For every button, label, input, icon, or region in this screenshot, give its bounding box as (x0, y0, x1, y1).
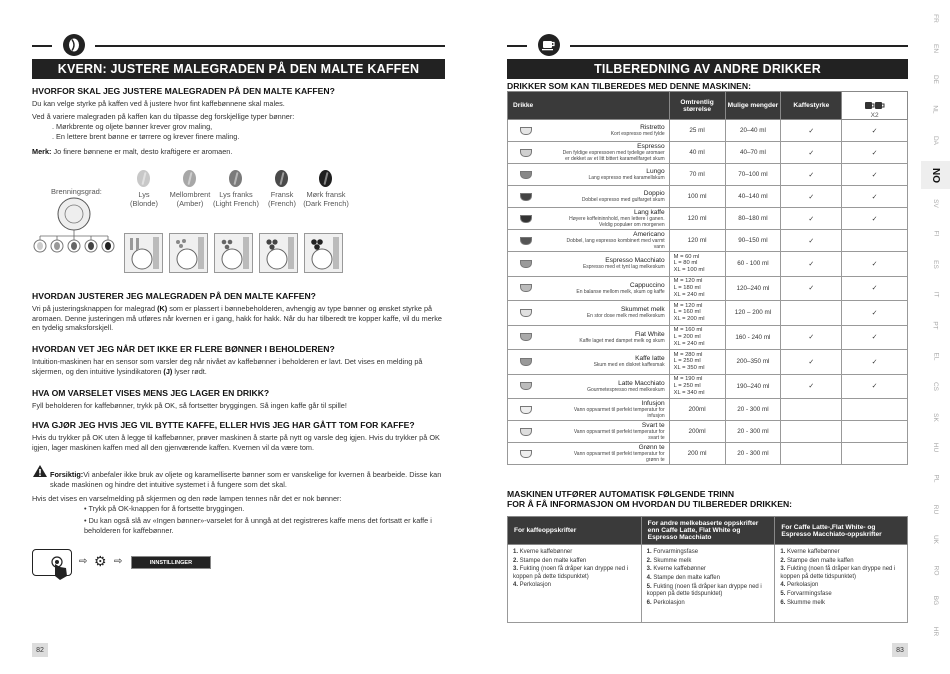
list-item: 1. Kverne kaffebønner (513, 549, 573, 555)
drink-x2: ✓ (842, 186, 908, 208)
drink-strength: ✓ (781, 142, 842, 164)
cup-icon (520, 284, 532, 292)
roast-label-french: Fransk (French) (268, 190, 296, 208)
drink-cell (508, 374, 670, 399)
drink-strength: ✓ (781, 374, 842, 399)
drink-strength: ✓ (781, 208, 842, 230)
drink-strength (781, 443, 842, 465)
steps-col-milk: For andre melkebaserte oppskrifter enn Caffe Latte, Flat White og Espresso Macchiato (641, 517, 775, 545)
drink-range: 40–140 ml (725, 186, 781, 208)
language-tab-pt[interactable]: PT (932, 321, 939, 330)
arrow-right-icon-2: ⇨ (114, 556, 123, 567)
drink-description: Kort espresso med fylde (610, 131, 665, 137)
drink-description: Vann oppvarmet til perfekt temperatur for infusjon (573, 407, 665, 419)
drink-strength: ✓ (781, 164, 842, 186)
question-how-adjust: HVORDAN JUSTERER JEG MALEGRADEN PÅ DEN MALTE KAFFEN? (32, 291, 316, 301)
cup-icon (520, 193, 532, 201)
table-row (508, 120, 908, 142)
steps-list-coffee (508, 545, 642, 623)
drink-name: Lungo (646, 168, 665, 175)
drink-name: Espresso (637, 143, 665, 150)
drink-range: 90–150 ml (725, 230, 781, 252)
drink-x2: ✓ (842, 164, 908, 186)
coffee-cup-icon (538, 34, 560, 56)
note-text: Jo finere bønnene er malt, desto kraftigere er aromaen. (51, 147, 233, 156)
language-tab-cs[interactable]: CS (932, 382, 939, 392)
drink-size: 120 ml (669, 230, 725, 252)
drink-range: 160 - 240 ml (725, 325, 781, 350)
language-tab-sk[interactable]: SK (931, 412, 939, 422)
drink-x2: ✓ (842, 276, 908, 301)
question-alert-during-brew: HVA OM VARSELET VISES MENS JEG LAGER EN DRIKK? (32, 388, 270, 398)
page-number-right: 83 (892, 643, 908, 657)
roast-title: Brenningsgrad: (51, 187, 102, 196)
header-rule-right (95, 45, 445, 47)
drink-strength: ✓ (781, 252, 842, 277)
table-row (508, 443, 908, 465)
language-tab-hu[interactable]: HU (931, 443, 939, 453)
drink-size: 25 ml (669, 120, 725, 142)
drink-cell (508, 325, 670, 350)
drink-name: Latte Macchiato (618, 379, 665, 387)
arrow-right-icon: ⇨ (79, 556, 88, 567)
drink-size: M = 160 ml L = 200 ml XL = 240 ml (669, 325, 725, 350)
list-item: 2. Stampe den malte kaffen (513, 557, 587, 564)
cup-icon (520, 309, 532, 317)
list-item: 3. Fukting (noen få dråper kan dryppe ned i koppen på dette tidspunktet) (780, 566, 896, 580)
drink-description: Vann oppvarmet til perfekt temperatur for svart te (573, 429, 665, 441)
steps-table (507, 516, 908, 623)
language-tab-hr[interactable]: HR (931, 626, 939, 637)
drink-description: Den fyldige espressoen med tydelige aromaer er dekket av et litt bittert karamellfarget skum (562, 150, 665, 162)
bean-icon-amber (183, 170, 196, 187)
table-row (508, 421, 908, 443)
question-change-coffee: HVA GJØR JEG HVIS JEG VIL BYTTE KAFFE, ELLER HVIS JEG HAR GÅTT TOM FOR KAFFE? (32, 420, 415, 430)
drink-strength (781, 301, 842, 326)
language-tab-fr[interactable]: FR (931, 13, 939, 23)
note (32, 147, 445, 157)
drink-range: 70–100 ml (725, 164, 781, 186)
drink-name: Doppio (643, 190, 665, 197)
drink-cell (508, 230, 670, 252)
drink-x2 (842, 443, 908, 465)
drink-strength (781, 421, 842, 443)
drink-description: Skum med en diskret kaffesmak (593, 362, 665, 369)
drink-description: En stor dose melk med melkeskum (586, 313, 665, 320)
question-why-adjust: HVORFOR SKAL JEG JUSTERE MALEGRADEN PÅ DEN MALTE KAFFEN? (32, 86, 335, 96)
drink-name: Lang kaffe (633, 209, 665, 216)
paragraph-alert-during-brew: Fyll beholderen for kaffebønner, trykk på OK, så fortsetter bryggingen. Så ingen kaffe går til spille! (32, 401, 347, 410)
touchscreen-icon (32, 549, 72, 576)
drink-description: Espresso med et tynt lag melkeskum (582, 264, 665, 271)
language-tab-uk[interactable]: UK (932, 535, 939, 545)
drink-size: M = 120 ml L = 180 ml XL = 240 ml (669, 276, 725, 301)
list-item: 6. Perkolasjon (646, 599, 685, 606)
roast-label-light-french: Lys franks (Light French) (212, 190, 259, 208)
cup-icon (520, 406, 532, 414)
language-tab-da[interactable]: DA (932, 135, 939, 145)
drink-cell (508, 350, 670, 375)
steps-list-milk (641, 545, 775, 623)
list-item: 2. Skumme melk (646, 557, 692, 564)
grinder-illustration-5 (304, 233, 343, 273)
language-tab-ru[interactable]: RU (931, 504, 939, 514)
table-row (508, 301, 908, 326)
drink-name: Infusjon (641, 400, 665, 407)
drink-range: 190–240 ml (725, 374, 781, 399)
language-tab-pl[interactable]: PL (931, 474, 939, 483)
list-item: 5. Forvarmingsfase (780, 591, 832, 598)
table-row (508, 230, 908, 252)
language-tab-es[interactable]: ES (931, 259, 939, 269)
bullet-disable-alert: • Du kan også slå av «Ingen bønner»-varselet for å unngå at det registreres kaffe mens det fortsatt er kaffe i beholderen for kaffebønner. (84, 516, 432, 535)
steps-heading-1: MASKINEN UTFØRER AUTOMATISK FØLGENDE TRINN (507, 489, 735, 499)
drink-x2: ✓ (842, 301, 908, 326)
cup-icon (520, 333, 532, 341)
drink-description: Lang espresso med karamellskum (588, 175, 665, 181)
paragraph-why-adjust: Du kan velge styrke på kaffen ved å justere hvor fint kaffebønnene skal males. (32, 99, 285, 108)
drink-strength: ✓ (781, 120, 842, 142)
roast-label-blonde: Lys (Blonde) (130, 190, 158, 208)
table-row (508, 142, 908, 164)
bean-icon-dark-french (319, 170, 332, 187)
drink-name: Americano (633, 231, 665, 238)
drink-size: M = 190 ml L = 250 ml XL = 340 ml (669, 374, 725, 399)
bean-icon-light-french (229, 170, 242, 187)
drink-cell (508, 443, 670, 465)
drink-strength: ✓ (781, 350, 842, 375)
list-item: 4. Stampe den malte kaffen (646, 575, 720, 582)
drink-name: Svart te (641, 422, 665, 429)
table-row (508, 276, 908, 301)
drink-size: M = 60 ml L = 80 ml XL = 100 ml (669, 252, 725, 277)
col-drink: Drikke (508, 92, 670, 120)
drink-size: 100 ml (669, 186, 725, 208)
language-tab-de[interactable]: DE (932, 74, 939, 84)
drink-x2: ✓ (842, 120, 908, 142)
drink-size: 70 ml (669, 164, 725, 186)
language-tab-fi[interactable]: FI (932, 230, 939, 237)
drink-x2: ✓ (842, 374, 908, 399)
drink-size: 200ml (669, 421, 725, 443)
bean-icon-blonde (137, 170, 150, 187)
drink-x2: ✓ (842, 350, 908, 375)
language-tab-it[interactable]: IT (932, 291, 939, 298)
drink-range: 40–70 ml (725, 142, 781, 164)
roast-label-amber: Mellombrent (Amber) (169, 190, 211, 208)
drink-x2: ✓ (842, 208, 908, 230)
drink-name: Skummet melk (621, 306, 665, 314)
paragraph-how-adjust: Vri på justeringsknappen for malegrad (K) som er plassert i bønnebeholderen, avhengig av type bønner og ønsket styrke på aromaen. Denne justeringen må utføres når kvernen er i gang, hakk for hakk. Når du har tilberedt tre kopper kaffe, vil du merke en tydelig smaksforskjell. (32, 304, 442, 333)
drink-name: Grønn te (638, 444, 665, 451)
header-rule-left-r (507, 45, 527, 47)
drink-range: 20 - 300 ml (725, 443, 781, 465)
cup-icon (520, 358, 532, 366)
drink-range: 20 - 300 ml (725, 399, 781, 421)
drink-range: 80–180 ml (725, 208, 781, 230)
cup-icon (520, 171, 532, 179)
cup-icon (520, 127, 532, 135)
language-tab-ro[interactable]: RO (932, 565, 939, 576)
drink-size: 200 ml (669, 443, 725, 465)
list-item: 1. Forvarmingsfase (646, 549, 699, 555)
drink-description: Høyere koffeininnhold, men lettere i ganen. Veldig populær om morgenen (569, 216, 665, 228)
drinks-table (507, 91, 908, 465)
drink-cell (508, 399, 670, 421)
drink-strength: ✓ (781, 276, 842, 301)
table-row (508, 374, 908, 399)
warning-note: Forsiktig:Vi anbefaler ikke bruk av oljete og karamelliserte bønner som er vanskelige for kvernen å bearbeide. Disse kan skade maskinen og hindre det intuitive systemet i å fungere som det skal. (50, 470, 442, 489)
cup-icon (520, 260, 532, 268)
list-item: 4. Perkolasjon (513, 582, 552, 589)
question-no-beans: HVORDAN VET JEG NÅR DET IKKE ER FLERE BØNNER I BEHOLDEREN? (32, 344, 335, 354)
drink-size: M = 120 ml L = 160 ml XL = 200 ml (669, 301, 725, 326)
drink-size: 120 ml (669, 208, 725, 230)
grind-dial-diagram (32, 196, 122, 264)
table-row (508, 208, 908, 230)
header-rule-left (32, 45, 52, 47)
bullet-coarse: . Mørkbrente og oljete bønner krever grov maling, (52, 122, 213, 131)
drink-range: 20–40 ml (725, 120, 781, 142)
drink-name: Ristretto (640, 124, 665, 131)
drink-range: 60 - 100 ml (725, 252, 781, 277)
settings-button[interactable]: INNSTILLINGER (131, 556, 211, 569)
drink-description: Dobbel, lang espresso kombinert med varmt vann (566, 238, 665, 250)
drink-name: Cappuccino (629, 281, 665, 289)
table-row (508, 399, 908, 421)
col-size: Omtrentlig størrelse (669, 92, 725, 120)
grinder-illustration-4 (259, 233, 298, 273)
bullet-press-ok: • Trykk på OK-knappen for å fortsette bryggingen. (84, 504, 245, 513)
list-item: 3. Fukting (noen få dråper kan dryppe ned i koppen på dette tidspunktet) (513, 566, 629, 580)
steps-list-latte (775, 545, 908, 623)
page-right (475, 0, 950, 674)
drink-description: Dobbel espresso med gulfarget skum (581, 197, 665, 203)
steps-heading-2: FOR Å FÅ INFORMASJON OM HVORDAN DU TILBEREDER DRIKKEN: (507, 499, 793, 509)
drink-strength (781, 399, 842, 421)
drink-cell (508, 252, 670, 277)
drink-cell (508, 421, 670, 443)
grinder-illustration-2 (169, 233, 208, 273)
cup-icon (520, 215, 532, 223)
list-item: 6. Skumme melk (780, 599, 825, 606)
table-row (508, 350, 908, 375)
list-item: 3. Kverne kaffebønner (646, 566, 706, 573)
language-tab-el[interactable]: EL (931, 352, 939, 360)
cup-icon (520, 428, 532, 436)
cup-icon (520, 450, 532, 458)
language-tab-nl[interactable]: NL (932, 105, 939, 114)
table-row (508, 325, 908, 350)
warning-icon (32, 464, 48, 478)
drink-range: 120 – 200 ml (725, 301, 781, 326)
drink-x2: ✓ (842, 142, 908, 164)
paragraph-no-beans: Intuition-maskinen har en sensor som varsler deg når nivået av kaffebønner i beholderen er lavt. Det vises en melding på skjermen, og den intuitive lysindikatoren (J) lyser rødt. (32, 357, 423, 376)
drink-range: 20 - 300 ml (725, 421, 781, 443)
drink-name: Kaffe latte (635, 355, 665, 363)
drink-description: Gourmetespresso med melkeskum (587, 386, 665, 393)
drink-size: 200ml (669, 399, 725, 421)
drink-x2 (842, 421, 908, 443)
drink-cell (508, 208, 670, 230)
drink-description: Vann oppvarmet til perfekt temperatur for grønn te (573, 451, 665, 463)
drink-range: 120–240 ml (725, 276, 781, 301)
col-x2: X2 (842, 92, 908, 120)
col-range: Mulige mengder (725, 92, 781, 120)
drink-strength: ✓ (781, 186, 842, 208)
drink-description: En balanse mellom melk, skum og kaffe (576, 288, 665, 295)
page-number-left: 82 (32, 643, 48, 657)
coffee-bean-icon (63, 34, 85, 56)
drink-cell (508, 276, 670, 301)
table-row (508, 164, 908, 186)
language-tab-en[interactable]: EN (932, 44, 939, 54)
section-title-right: TILBEREDNING AV ANDRE DRIKKER (507, 59, 908, 79)
col-strength: Kaffestyrke (781, 92, 842, 120)
note-label: Merk: (32, 147, 52, 156)
cup-icon (520, 149, 532, 157)
drink-x2 (842, 230, 908, 252)
drink-cell (508, 164, 670, 186)
paragraph-change-coffee: Hvis du trykker på OK uten å legge til kaffebønner, prøver maskinen å starte på nytt og varsle deg igjen. Hvis du trykker på OK igjen, lager maskinen kaffen med all den gjenværende kaffen. Kvernen vil da være tom. (32, 433, 440, 452)
drink-cell (508, 142, 670, 164)
drink-x2 (842, 399, 908, 421)
language-tab-bg[interactable]: BG (932, 596, 939, 606)
table-row (508, 252, 908, 277)
language-tab-sv[interactable]: SV (931, 198, 939, 208)
section-title: KVERN: JUSTERE MALEGRADEN PÅ DEN MALTE KAFFEN (32, 59, 445, 79)
drink-description: Kaffe laget med dampet melk og skum (579, 337, 665, 344)
grinder-illustration-1 (124, 233, 163, 273)
drink-cell (508, 301, 670, 326)
list-item: 5. Fukting (noen få dråper kan dryppe ned i koppen på dette tidspunktet) (646, 583, 762, 598)
drink-range: 200–350 ml (725, 350, 781, 375)
paragraph-alert-enough-beans: Hvis det vises en varselmelding på skjermen og den røde lampen tennes når det er nok bønner: (32, 494, 342, 503)
gear-icon: ⚙ (94, 553, 107, 569)
grinder-illustration-3 (214, 233, 253, 273)
cup-icon (520, 382, 532, 390)
warning-label: Forsiktig: (50, 470, 84, 479)
drink-strength: ✓ (781, 325, 842, 350)
cup-icon (520, 237, 532, 245)
bullet-fine: . En lettere brent bønne er tørrere og krever finere maling. (52, 132, 240, 141)
drink-size: 40 ml (669, 142, 725, 164)
drink-strength: ✓ (781, 230, 842, 252)
drink-cell (508, 186, 670, 208)
drink-name: Flat White (634, 330, 665, 338)
list-item: 2. Stampe den malte kaffen (780, 557, 854, 564)
header-rule-right-r (570, 45, 908, 47)
roast-label-dark-french: Mørk fransk (Dark French) (303, 190, 349, 208)
table-heading: DRIKKER SOM KAN TILBEREDES MED DENNE MASKINEN: (507, 81, 751, 91)
steps-col-latte: For Caffe Latte-,Flat White- og Espresso Macchiato-oppskrifter (775, 517, 908, 545)
list-item: 1. Kverne kaffebønner (780, 549, 840, 555)
drink-name: Espresso Macchiato (605, 257, 665, 265)
steps-col-coffee: For kaffeoppskrifter (508, 517, 642, 545)
bean-icon-french (275, 170, 288, 187)
paragraph-vary-grind: Ved å variere malegraden på kaffen kan du tilpasse deg forskjellige typer bønner: (32, 112, 295, 121)
drink-x2: ✓ (842, 252, 908, 277)
list-item: 4. Perkolasjon (780, 582, 819, 589)
table-row (508, 186, 908, 208)
drink-cell (508, 120, 670, 142)
double-cup-icon (864, 100, 886, 112)
drink-size: M = 280 ml L = 250 ml XL = 350 ml (669, 350, 725, 375)
language-tab-no[interactable]: NO (921, 161, 950, 189)
drink-x2: ✓ (842, 325, 908, 350)
